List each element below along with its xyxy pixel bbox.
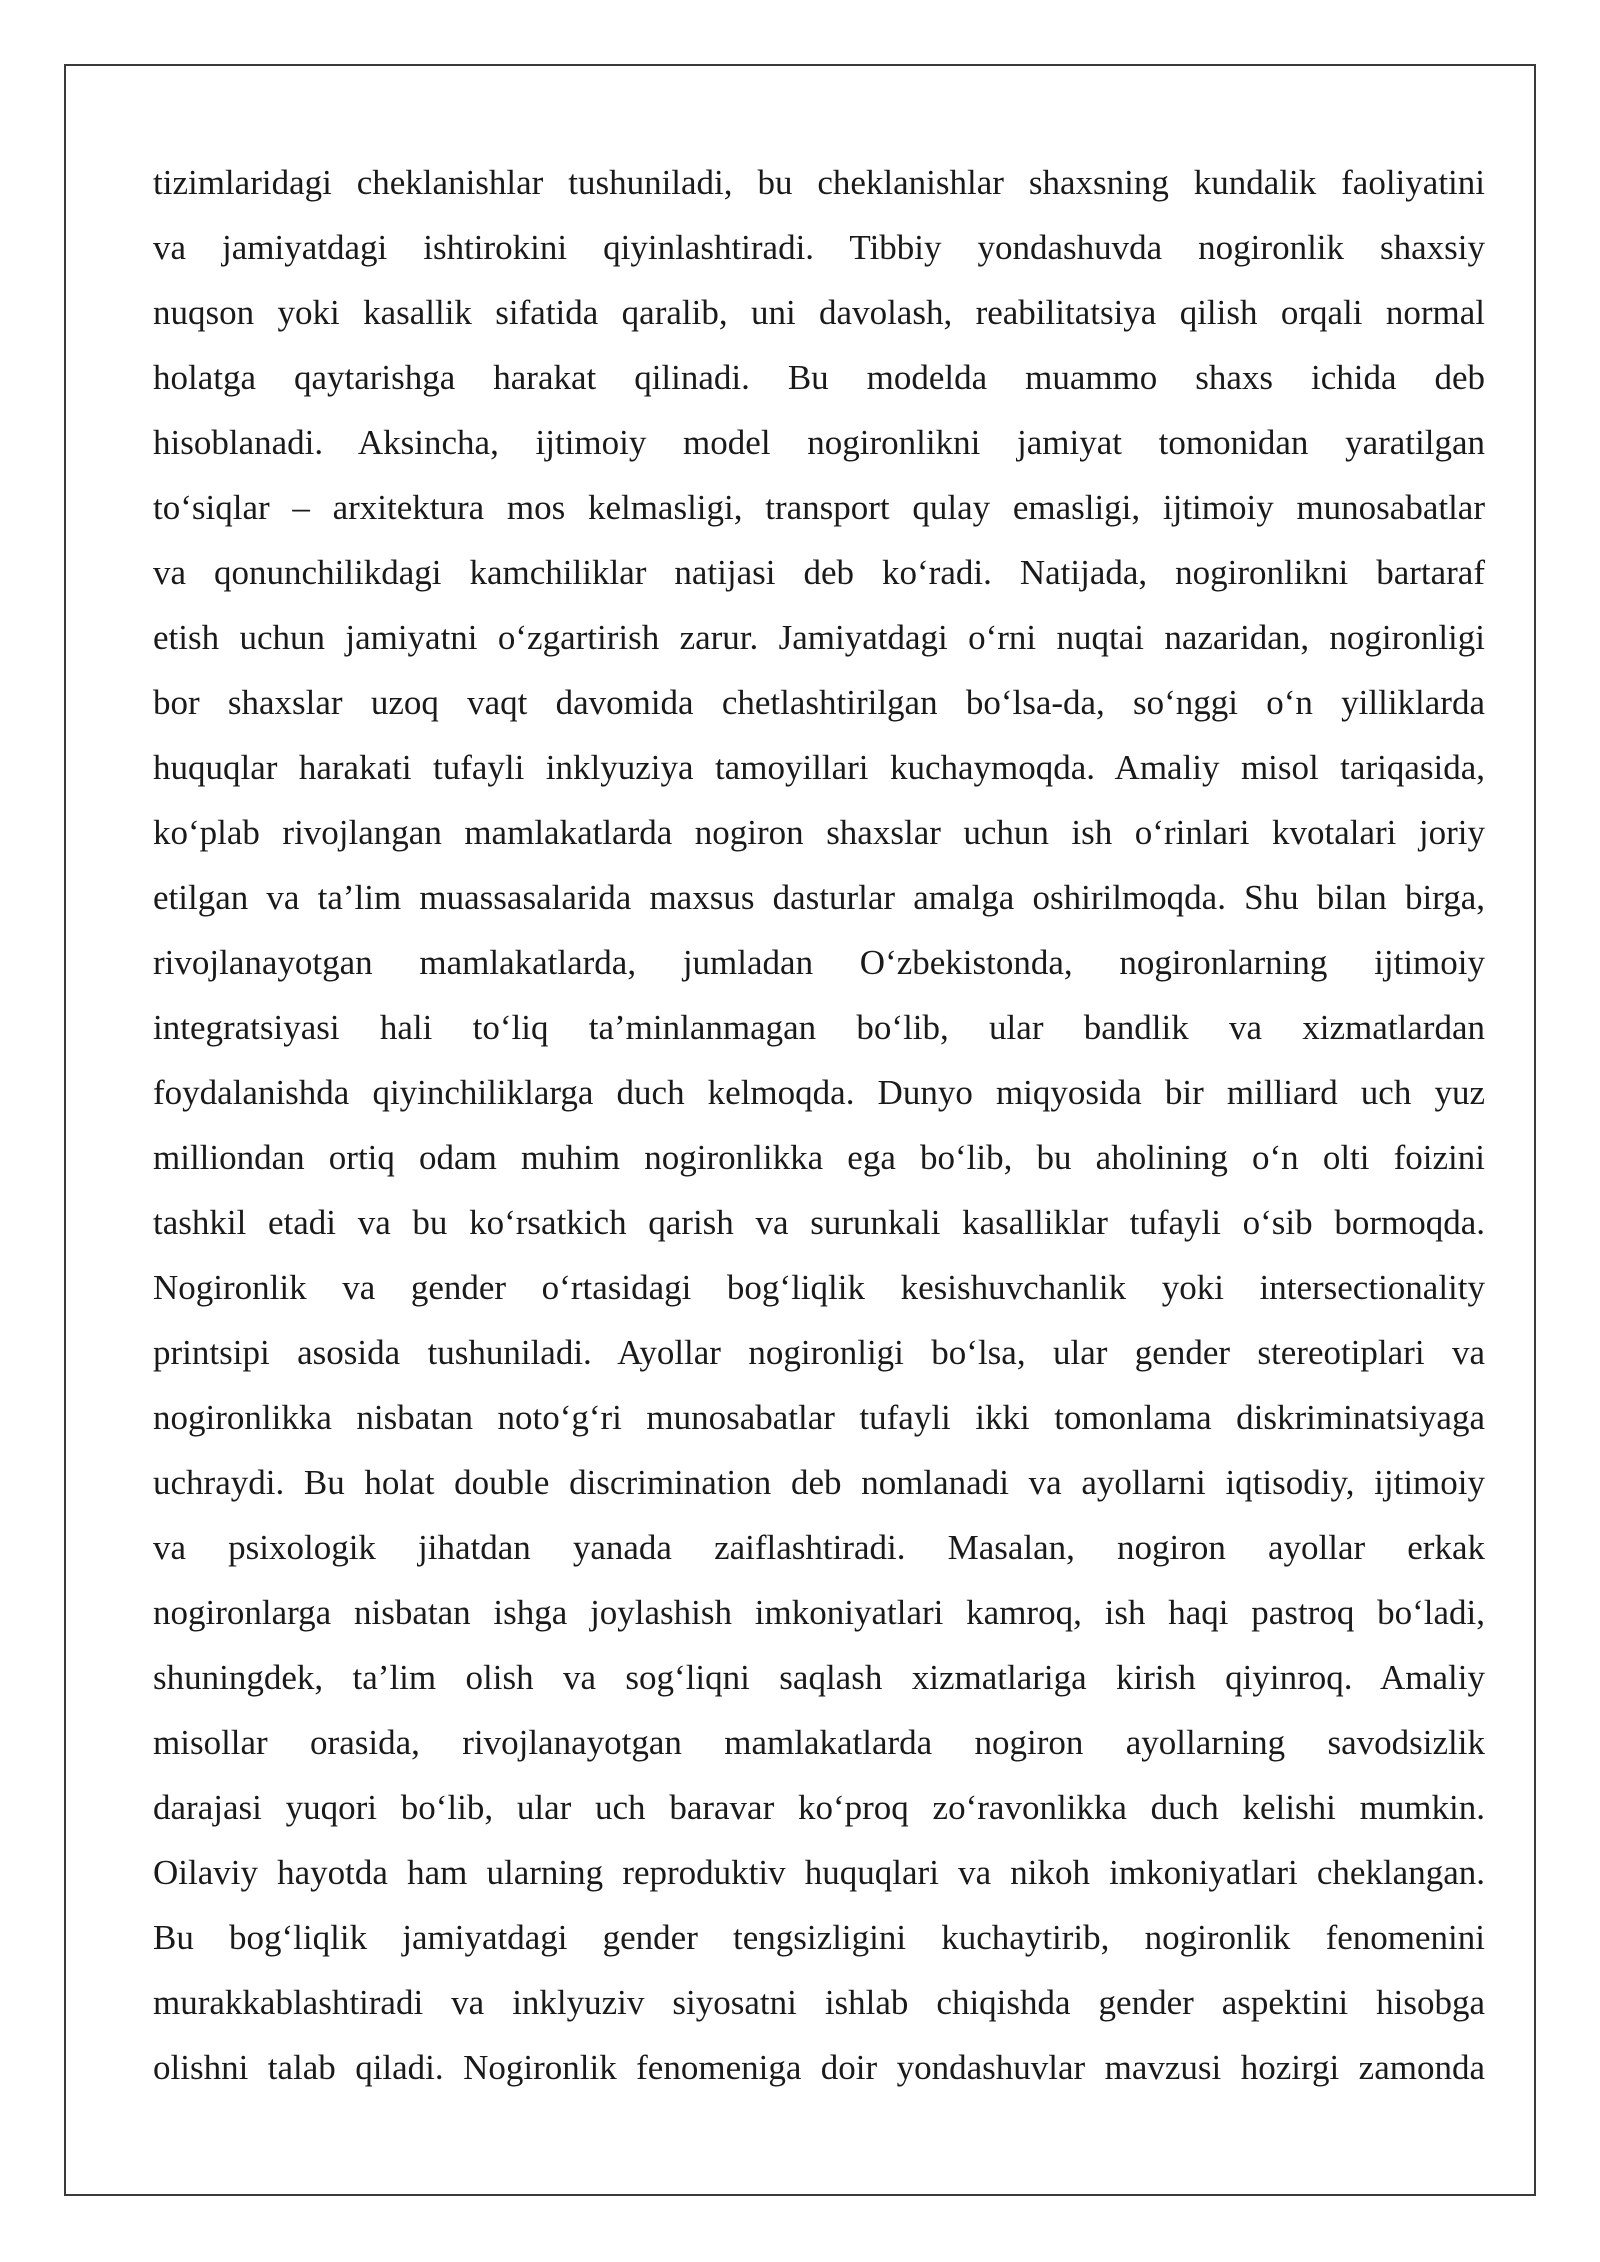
text-line: Oilaviy hayotda ham ularning reproduktiv huquqlari va nikoh imkoniyatlari cheklangan.: [153, 1853, 1485, 1892]
text-line: uchraydi. Bu holat double discrimination deb nomlanadi va ayollarni iqtisodiy, ijtimoiy: [153, 1463, 1485, 1502]
text-line: etilgan va ta’lim muassasalarida maxsus dasturlar amalga oshirilmoqda. Shu bilan birga,: [153, 878, 1485, 917]
text-line: foydalanishda qiyinchiliklarga duch kelmoqda. Dunyo miqyosida bir milliard uch yuz: [153, 1073, 1485, 1112]
text-line: etish uchun jamiyatni o‘zgartirish zarur. Jamiyatdagi o‘rni nuqtai nazaridan, nogironligi: [153, 618, 1485, 657]
text-line: shuningdek, ta’lim olish va sog‘liqni saqlash xizmatlariga kirish qiyinroq. Amaliy: [153, 1658, 1485, 1697]
text-line: nuqson yoki kasallik sifatida qaralib, uni davolash, reabilitatsiya qilish orqali normal: [153, 293, 1485, 332]
text-line: murakkablashtiradi va inklyuziv siyosatni ishlab chiqishda gender aspektini hisobga: [153, 1983, 1485, 2022]
text-line: rivojlanayotgan mamlakatlarda, jumladan O‘zbekistonda, nogironlarning ijtimoiy: [153, 943, 1485, 982]
text-line: va qonunchilikdagi kamchiliklar natijasi deb ko‘radi. Natijada, nogironlikni bartaraf: [153, 553, 1485, 592]
text-line: integratsiyasi hali to‘liq ta’minlanmagan bo‘lib, ular bandlik va xizmatlardan: [153, 1008, 1485, 1047]
text-line: va jamiyatdagi ishtirokini qiyinlashtiradi. Tibbiy yondashuvda nogironlik shaxsiy: [153, 228, 1485, 267]
text-line: olishni talab qiladi. Nogironlik fenomeniga doir yondashuvlar mavzusi hozirgi zamonda: [153, 2048, 1485, 2087]
text-line: to‘siqlar – arxitektura mos kelmasligi, transport qulay emasligi, ijtimoiy munosabatlar: [153, 488, 1485, 527]
text-line: nogironlarga nisbatan ishga joylashish imkoniyatlari kamroq, ish haqi pastroq bo‘ladi,: [153, 1593, 1485, 1632]
text-line: tizimlaridagi cheklanishlar tushuniladi, bu cheklanishlar shaxsning kundalik faoliyatini: [153, 163, 1485, 202]
text-line: misollar orasida, rivojlanayotgan mamlakatlarda nogiron ayollarning savodsizlik: [153, 1723, 1485, 1762]
text-line: hisoblanadi. Aksincha, ijtimoiy model nogironlikni jamiyat tomonidan yaratilgan: [153, 423, 1485, 462]
text-line: Nogironlik va gender o‘rtasidagi bog‘liqlik kesishuvchanlik yoki intersectionality: [153, 1268, 1485, 1307]
text-line: printsipi asosida tushuniladi. Ayollar nogironligi bo‘lsa, ular gender stereotiplari va: [153, 1333, 1485, 1372]
text-line: tashkil etadi va bu ko‘rsatkich qarish va surunkali kasalliklar tufayli o‘sib bormoqda.: [153, 1203, 1485, 1242]
text-line: holatga qaytarishga harakat qilinadi. Bu modelda muammo shaxs ichida deb: [153, 358, 1485, 397]
text-line: ko‘plab rivojlangan mamlakatlarda nogiron shaxslar uchun ish o‘rinlari kvotalari joriy: [153, 813, 1485, 852]
text-line: Bu bog‘liqlik jamiyatdagi gender tengsizligini kuchaytirib, nogironlik fenomenini: [153, 1918, 1485, 1957]
body-text: [153, 150, 1485, 2100]
text-line: huquqlar harakati tufayli inklyuziya tamoyillari kuchaymoqda. Amaliy misol tariqasida,: [153, 748, 1485, 787]
text-line: darajasi yuqori bo‘lib, ular uch baravar ko‘proq zo‘ravonlikka duch kelishi mumkin.: [153, 1788, 1485, 1827]
text-line: bor shaxslar uzoq vaqt davomida chetlashtirilgan bo‘lsa-da, so‘nggi o‘n yilliklarda: [153, 683, 1485, 722]
text-line: va psixologik jihatdan yanada zaiflashtiradi. Masalan, nogiron ayollar erkak: [153, 1528, 1485, 1567]
text-line: nogironlikka nisbatan noto‘g‘ri munosabatlar tufayli ikki tomonlama diskriminatsiyaga: [153, 1398, 1485, 1437]
text-line: milliondan ortiq odam muhim nogironlikka ega bo‘lib, bu aholining o‘n olti foizini: [153, 1138, 1485, 1177]
